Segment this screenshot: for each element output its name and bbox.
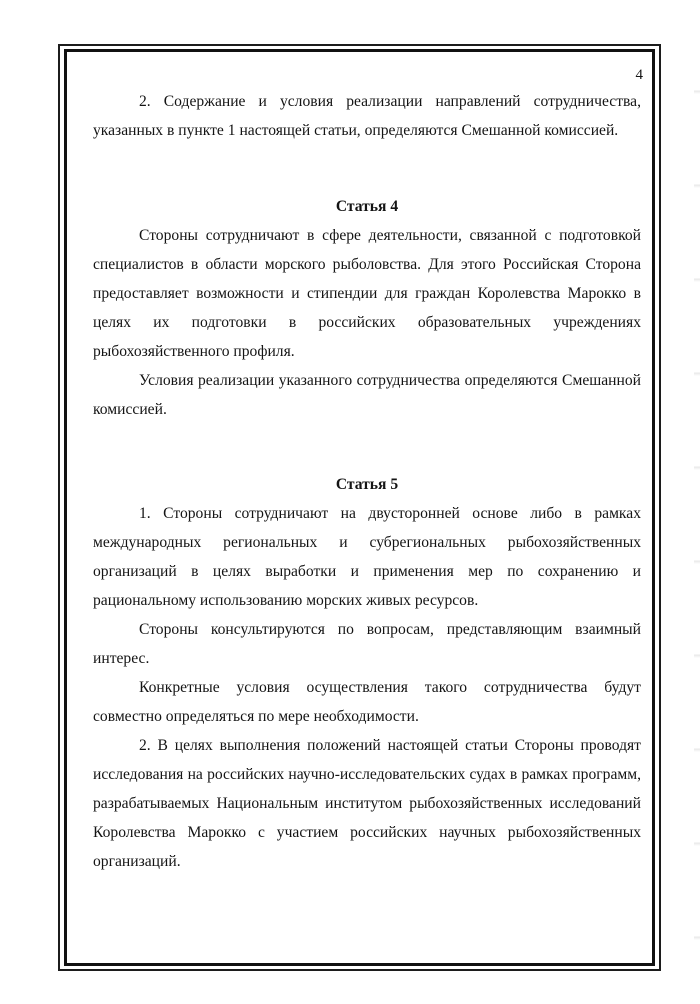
paragraph-article-5-1: 1. Стороны сотрудничают на двусторонней основе либо в рамках международных региональных и субрегиональных рыбохозяйственных организаций в целях выработки и применения мер по сохранению и рациональному использованию морских живых ресурсов.	[93, 505, 641, 609]
paragraph-article-5-3: Конкретные условия осуществления такого сотрудничества будут совместно определяться по мере необходимости.	[93, 679, 641, 725]
document-body	[93, 87, 641, 876]
heading-article-4: Статья 4	[335, 198, 399, 215]
paragraph-article-4-1: Стороны сотрудничают в сфере деятельности, связанной с подготовкой специалистов в области морского рыболовства. Для этого Российская Сторона предоставляет возможности и стипендии для граждан Королевства Марокко в целях их подготовки в российских образовательных учреждениях рыбохозяйственного профиля.	[93, 227, 641, 360]
scan-edge-marks	[694, 0, 700, 1004]
heading-article-5: Статья 5	[335, 476, 399, 493]
paragraph-article-5-2: Стороны консультируются по вопросам, представляющим взаимный интерес.	[93, 621, 641, 667]
spacer	[93, 424, 641, 470]
paragraph-intro-1: 2. Содержание и условия реализации направлений сотрудничества, указанных в пункте 1 настоящей статьи, определяются Смешанной комиссией.	[93, 93, 641, 139]
paragraph-article-4-2: Условия реализации указанного сотрудничества определяются Смешанной комиссией.	[93, 372, 641, 418]
paragraph-article-5-4: 2. В целях выполнения положений настоящей статьи Стороны проводят исследования на российских научно-исследовательских судах в рамках программ, разрабатываемых Национальным институтом рыбохозяйственных исследований Королевства Марокко с участием российских научных рыбохозяйственных организаций.	[93, 737, 641, 870]
page-number: 4	[635, 67, 643, 83]
spacer	[93, 145, 641, 192]
